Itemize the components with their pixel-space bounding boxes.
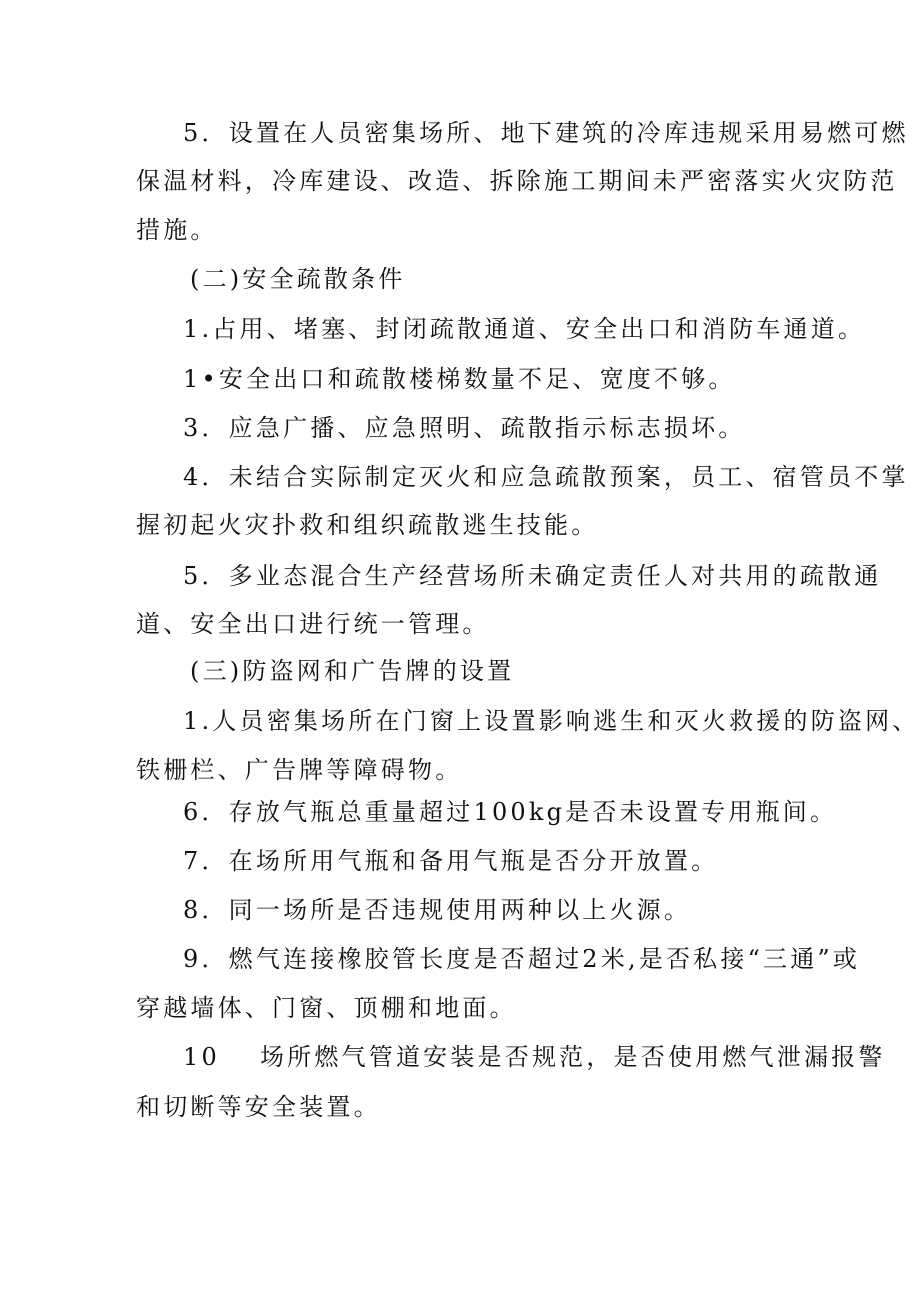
paragraph-line: 保温材料，冷库建设、改造、拆除施工期间未严密落实火灾防范 <box>136 167 898 195</box>
item-text: 场所燃气管道安装是否规范，是否使用燃气泄漏报警 <box>259 1043 886 1071</box>
paragraph-line: 9．燃气连接橡胶管长度是否超过2米,是否私接“三通”或 <box>183 945 861 973</box>
item-number: 10 <box>183 1043 220 1071</box>
paragraph-line: 1.占用、堵塞、封闭疏散通道、安全出口和消防车通道。 <box>183 315 866 343</box>
paragraph-line: 道、安全出口进行统一管理。 <box>136 610 490 638</box>
section-heading: (三)防盗网和广告牌的设置 <box>190 657 515 685</box>
paragraph-line: 1•安全出口和疏散楼梯数量不足、宽度不够。 <box>183 365 736 393</box>
paragraph-line: 5．设置在人员密集场所、地下建筑的冷库违规采用易燃可燃 <box>183 119 909 147</box>
paragraph-line: 5．多业态混合生产经营场所未确定责任人对共用的疏散通 <box>183 562 882 590</box>
paragraph-line: 铁栅栏、广告牌等障碍物。 <box>136 756 463 784</box>
paragraph-line: 握初起火灾扑救和组织疏散逃生技能。 <box>136 511 599 539</box>
paragraph-line: 3．应急广播、应急照明、疏散指示标志损坏。 <box>183 414 746 442</box>
paragraph-line: 1.人员密集场所在门窗上设置影响逃生和灭火救援的防盗网、 <box>183 707 920 735</box>
paragraph-line: 措施。 <box>136 216 218 244</box>
paragraph-line: 穿越墙体、门窗、顶棚和地面。 <box>136 994 517 1022</box>
paragraph-line: 和切断等安全装置。 <box>136 1093 381 1121</box>
paragraph-line: 8．同一场所是否违规使用两种以上火源。 <box>183 896 692 924</box>
section-heading: (二)安全疏散条件 <box>190 265 406 293</box>
paragraph-line: 6．存放气瓶总重量超过100kg是否未设置专用瓶间。 <box>183 798 838 826</box>
paragraph-line: 7．在场所用气瓶和备用气瓶是否分开放置。 <box>183 847 719 875</box>
paragraph-line: 4．未结合实际制定灭火和应急疏散预案，员工、宿管员不掌 <box>183 463 909 491</box>
paragraph-line <box>183 1042 886 1072</box>
